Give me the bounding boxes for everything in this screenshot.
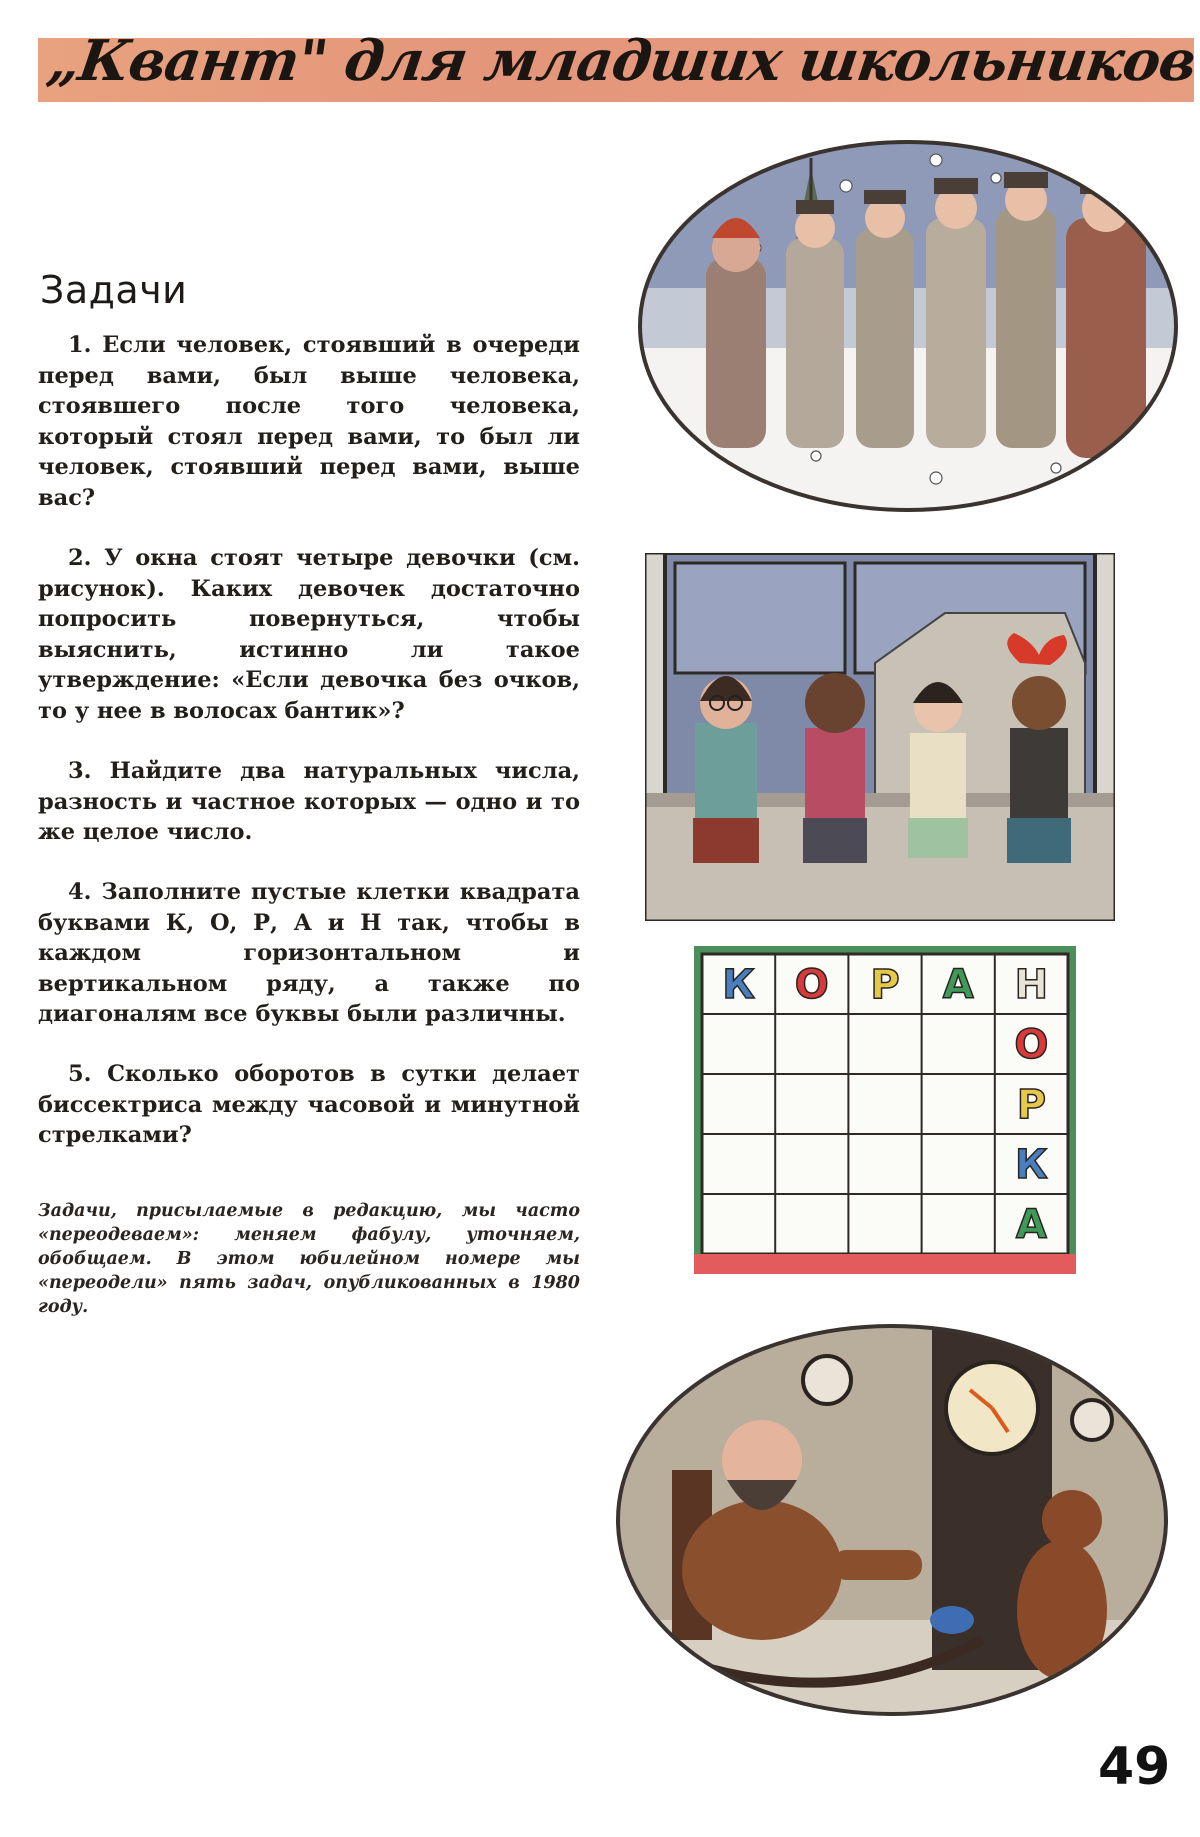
header-title: „Квант" для младших школьников [43,28,1200,94]
grid-letter: Р [1016,1082,1047,1128]
problem-1 [38,330,580,513]
problem-number: 3. [68,758,92,784]
problem-4 [38,877,580,1030]
grid-letter: О [794,962,829,1008]
letter-grid-illustration [694,946,1076,1274]
editorial-note: Задачи, присылаемые в редакцию, мы часто «переодеваем»: меняем фабулу, уточняем, обобщаем. В этом юбилейном номере мы «переодели» пять задач, опубликованных в 1980 году. [38,1201,580,1317]
problem-2 [38,543,580,726]
problem-number: 5. [68,1061,92,1087]
problem-text: Сколько оборотов в сутки делает биссектриса между часовой и минутной стрелками? [38,1061,580,1148]
problem-3 [38,756,580,848]
problem-number: 2. [68,545,92,571]
grid-letter: К [722,962,755,1008]
grid-letter: Н [1014,962,1049,1008]
problem-number: 1. [68,332,92,358]
grid-letter: Р [870,962,900,1008]
problem-text: Найдите два натуральных числа, разность и частное которых — одно и то же целое число. [38,758,580,845]
queue-illustration [636,138,1180,514]
problem-text: Если человек, стоявший в очереди перед вами, был выше человека, стоявшего после того человека, который стоял перед вами, то был ли человек, стоявший перед вами, выше вас? [38,332,580,511]
problem-text: Заполните пустые клетки квадрата буквами К, О, Р, А и Н так, чтобы в каждом горизонтальном и вертикальном ряду, а также по диагоналям все буквы были различны. [38,879,580,1027]
clock-illustration [612,1320,1172,1720]
grid-letter: А [942,962,974,1008]
girls-at-window-illustration [645,553,1115,921]
section-title: Задачи [40,268,188,312]
problem-number: 4. [68,879,92,905]
problem-5 [38,1059,580,1151]
page-number: 49 [1098,1737,1171,1797]
problem-text: У окна стоят четыре девочки (см. рисунок). Каких девочек достаточно попросить повернуться, чтобы выяснить, истинно ли такое утверждение: «Если девочка без очков, то у нее в волосах бантик»? [38,545,580,724]
grid-letter: К [1015,1142,1048,1188]
grid-letter: А [1015,1202,1047,1248]
grid-letter: О [1014,1022,1049,1068]
